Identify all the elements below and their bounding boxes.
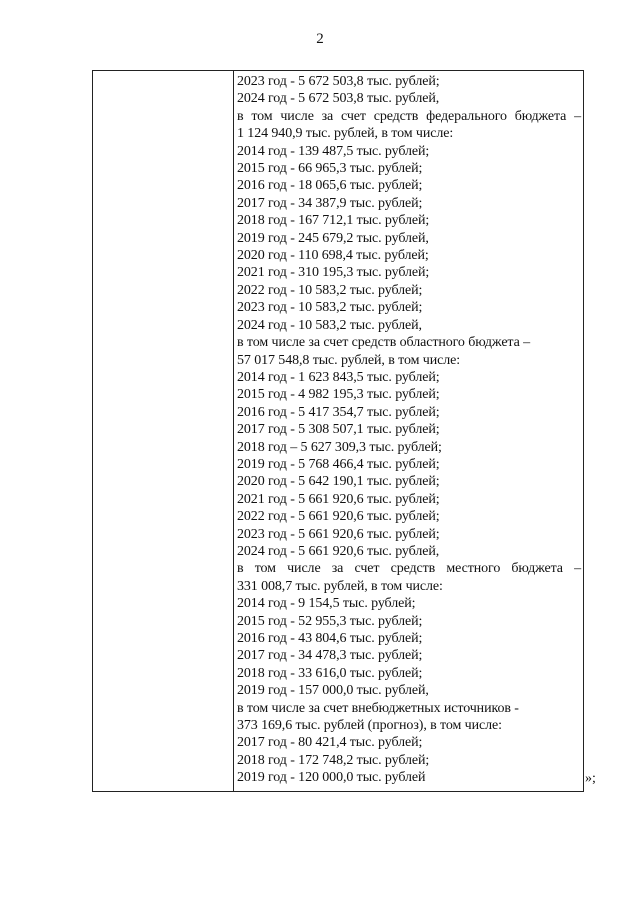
funding-text: [237, 73, 581, 787]
text-line: 331 008,7 тыс. рублей, в том числе:: [237, 578, 443, 594]
text-line: 2018 год - 33 616,0 тыс. рублей;: [237, 665, 423, 681]
text-line: 2024 год - 5 661 920,6 тыс. рублей,: [237, 543, 440, 559]
text-line: 2024 год - 10 583,2 тыс. рублей,: [237, 317, 422, 333]
text-line: 373 169,6 тыс. рублей (прогноз), в том числе:: [237, 718, 502, 734]
funding-table: [92, 70, 584, 792]
text-line: 2023 год - 5 661 920,6 тыс. рублей;: [237, 526, 440, 542]
text-line: 2014 год - 9 154,5 тыс. рублей;: [237, 596, 416, 612]
text-line: 2020 год - 110 698,4 тыс. рублей;: [237, 248, 429, 264]
text-line: 2017 год - 5 308 507,1 тыс. рублей;: [237, 422, 440, 438]
text-line: 2016 год - 18 065,6 тыс. рублей;: [237, 178, 423, 194]
text-line: 2024 год - 5 672 503,8 тыс. рублей,: [237, 91, 440, 107]
text-line: 2015 год - 66 965,3 тыс. рублей;: [237, 161, 423, 177]
text-line: 2017 год - 80 421,4 тыс. рублей;: [237, 735, 423, 751]
text-line: 2023 год - 5 672 503,8 тыс. рублей;: [237, 74, 440, 89]
text-line: 2022 год - 10 583,2 тыс. рублей;: [237, 282, 423, 298]
text-line: 2014 год - 1 623 843,5 тыс. рублей;: [237, 369, 440, 385]
text-line: 2018 год - 172 748,2 тыс. рублей;: [237, 752, 430, 768]
text-line: 2018 год – 5 627 309,3 тыс. рублей;: [237, 439, 442, 455]
text-line: 2017 год - 34 478,3 тыс. рублей;: [237, 648, 423, 664]
text-line: 2016 год - 43 804,6 тыс. рублей;: [237, 631, 423, 646]
text-line: 2023 год - 10 583,2 тыс. рублей;: [237, 300, 423, 316]
text-line: 2016 год - 5 417 354,7 тыс. рублей;: [237, 404, 440, 420]
text-line: 1 124 940,9 тыс. рублей, в том числе:: [237, 126, 454, 142]
text-line: 2015 год - 4 982 195,3 тыс. рублей;: [237, 387, 440, 403]
column-divider: [233, 71, 234, 791]
text-line: 2019 год - 120 000,0 тыс. рублей: [237, 770, 426, 786]
text-line: в том числе за счет средств федерального бюджета –: [237, 108, 581, 124]
text-line: 2015 год - 52 955,3 тыс. рублей;: [237, 613, 423, 629]
text-line: 2018 год - 167 712,1 тыс. рублей;: [237, 213, 430, 229]
text-line: 2019 год - 157 000,0 тыс. рублей,: [237, 683, 429, 699]
text-line: 2021 год - 310 195,3 тыс. рублей;: [237, 265, 430, 281]
text-line: 2019 год - 5 768 466,4 тыс. рублей;: [237, 456, 440, 472]
text-line: 57 017 548,8 тыс. рублей, в том числе:: [237, 352, 461, 368]
text-line: 2021 год - 5 661 920,6 тыс. рублей;: [237, 491, 440, 507]
text-line: 2020 год - 5 642 190,1 тыс. рублей;: [237, 474, 440, 490]
text-line: в том числе за счет средств местного бюджета –: [237, 561, 581, 577]
text-line: 2019 год - 245 679,2 тыс. рублей,: [237, 230, 429, 246]
text-line: 2017 год - 34 387,9 тыс. рублей;: [237, 195, 423, 211]
text-line: в том числе за счет внебюджетных источников -: [237, 700, 519, 716]
text-line: в том числе за счет средств областного бюджета –: [237, 335, 531, 351]
text-line: 2014 год - 139 487,5 тыс. рублей;: [237, 143, 430, 159]
page-number: 2: [316, 31, 324, 47]
closing-quote-mark: »;: [585, 771, 596, 786]
text-line: 2022 год - 5 661 920,6 тыс. рублей;: [237, 509, 440, 525]
